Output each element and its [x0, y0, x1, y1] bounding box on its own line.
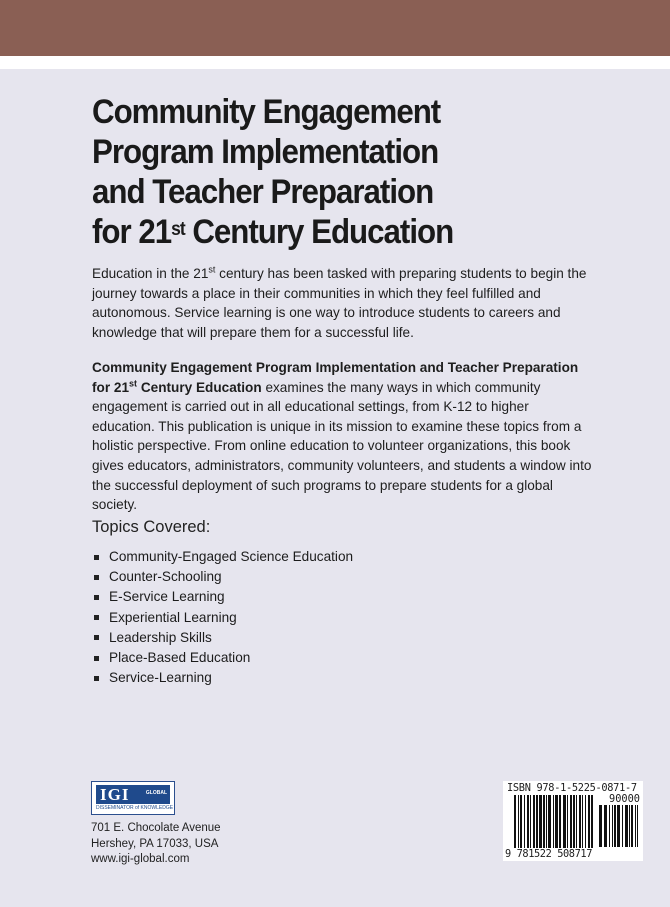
barcode-bar: [612, 805, 613, 847]
publisher-address: [91, 821, 221, 868]
barcode-bar: [625, 805, 628, 847]
logo-block: [96, 785, 170, 804]
barcode-bar: [559, 795, 561, 848]
barcode-bar: [617, 805, 620, 847]
book-title-inline: Century Education: [137, 379, 262, 395]
barcode-bar: [533, 795, 535, 848]
white-band: [0, 56, 670, 69]
barcode-bar: [546, 795, 547, 848]
barcode-bar: [629, 805, 630, 847]
barcode-bar: [530, 795, 531, 848]
book-title-inline: Community Engagement Program Implementation and Teacher Preparation for 21: [92, 360, 579, 395]
barcode-bar: [567, 795, 568, 848]
intro-paragraph: [92, 264, 592, 342]
superscript: st: [129, 378, 138, 389]
superscript: st: [208, 264, 216, 275]
barcode-bar: [582, 795, 583, 848]
text: Education in the 21: [92, 266, 209, 281]
address-line: Hershey, PA 17033, USA: [91, 837, 219, 850]
barcode-digits: 9 781522 508717: [505, 848, 592, 860]
barcode-bar: [573, 795, 575, 848]
topic-item: [92, 628, 353, 648]
barcode-bar: [518, 795, 519, 848]
topic-label: E-Service Learning: [109, 589, 225, 605]
barcode-bar: [543, 795, 545, 848]
barcode-bars: [514, 795, 594, 851]
topic-label: Service-Learning: [109, 670, 212, 686]
barcode-bar: [579, 795, 581, 848]
barcode-bar: [604, 805, 607, 847]
isbn-barcode: [503, 781, 643, 861]
barcode-bar: [520, 795, 522, 848]
bullet-icon: [94, 575, 99, 580]
bullet-icon: [94, 676, 99, 681]
topic-item: [92, 648, 353, 668]
barcode-bar: [622, 805, 623, 847]
title-line: for 21: [92, 213, 172, 251]
igi-global-logo: [91, 781, 175, 815]
website: www.igi-global.com: [91, 853, 190, 865]
text: century has been tasked with preparing students to begin the journey towards a place in their communities in which they feel fulfilled and autonomous. Service learning is one way to introduce students to careers and knowledge that will prepare them for a successful life.: [92, 266, 587, 340]
bullet-icon: [94, 595, 99, 600]
bullet-icon: [94, 615, 99, 620]
barcode-bar: [553, 795, 554, 848]
topic-item: [92, 547, 353, 567]
title-superscript: st: [171, 219, 185, 240]
price-barcode-bars: [599, 805, 640, 861]
barcode-bar: [536, 795, 538, 848]
topic-item: [92, 567, 353, 587]
topics-list: [92, 547, 353, 688]
title-line: Century Education: [184, 213, 454, 251]
address-line: 701 E. Chocolate Avenue: [91, 822, 221, 834]
topic-label: Place-Based Education: [109, 649, 251, 665]
barcode-bar: [563, 795, 566, 848]
barcode-bar: [631, 805, 633, 847]
bullet-icon: [94, 555, 99, 560]
top-color-band: [0, 0, 670, 56]
logo-text: IGI: [100, 785, 130, 804]
barcode-bar: [635, 805, 636, 847]
logo-tagline: DISSEMINATOR of KNOWLEDGE: [96, 805, 174, 811]
barcode-bar: [591, 795, 593, 848]
logo-subtext: GLOBAL: [145, 790, 167, 796]
topic-item: [92, 668, 353, 688]
barcode-bar: [585, 795, 586, 848]
topic-item: [92, 608, 353, 628]
barcode-bar: [524, 795, 525, 848]
title-line: and Teacher Preparation: [92, 173, 434, 211]
barcode-bar: [599, 805, 602, 847]
topic-label: Experiential Learning: [109, 609, 237, 625]
book-title: [92, 92, 453, 252]
barcode-bar: [637, 805, 638, 847]
topic-item: [92, 587, 353, 607]
description-paragraph: [92, 358, 592, 515]
bullet-icon: [94, 656, 99, 661]
barcode-bar: [548, 795, 551, 848]
topic-label: Community-Engaged Science Education: [109, 549, 354, 564]
topics-heading: Topics Covered:: [92, 518, 211, 536]
barcode-bar: [576, 795, 577, 848]
barcode-bar: [614, 805, 616, 847]
barcode-bar: [588, 795, 590, 848]
barcode-bar: [570, 795, 572, 848]
title-line: Program Implementation: [92, 133, 439, 171]
isbn-text: ISBN 978-1-5225-0871-7: [507, 782, 637, 794]
price-code: 90000: [609, 793, 640, 805]
barcode-bar: [555, 795, 558, 848]
barcode-bar: [609, 805, 610, 847]
bullet-icon: [94, 635, 99, 640]
topic-label: Leadership Skills: [109, 629, 212, 645]
barcode-bar: [527, 795, 529, 848]
text: examines the many ways in which community engagement is carried out in all educational settings, from K-12 to higher education. This publication is unique in its mission to examine these topics from a holistic perspective. From online education to volunteer organizations, this book gives educators, administrators, community volunteers, and students a window into the successful deployment of such programs to prepare students for a global society.: [92, 379, 592, 513]
topic-label: Counter-Schooling: [109, 569, 222, 585]
barcode-bar: [539, 795, 542, 848]
barcode-bar: [514, 795, 516, 848]
title-line: Community Engagement: [92, 93, 441, 131]
